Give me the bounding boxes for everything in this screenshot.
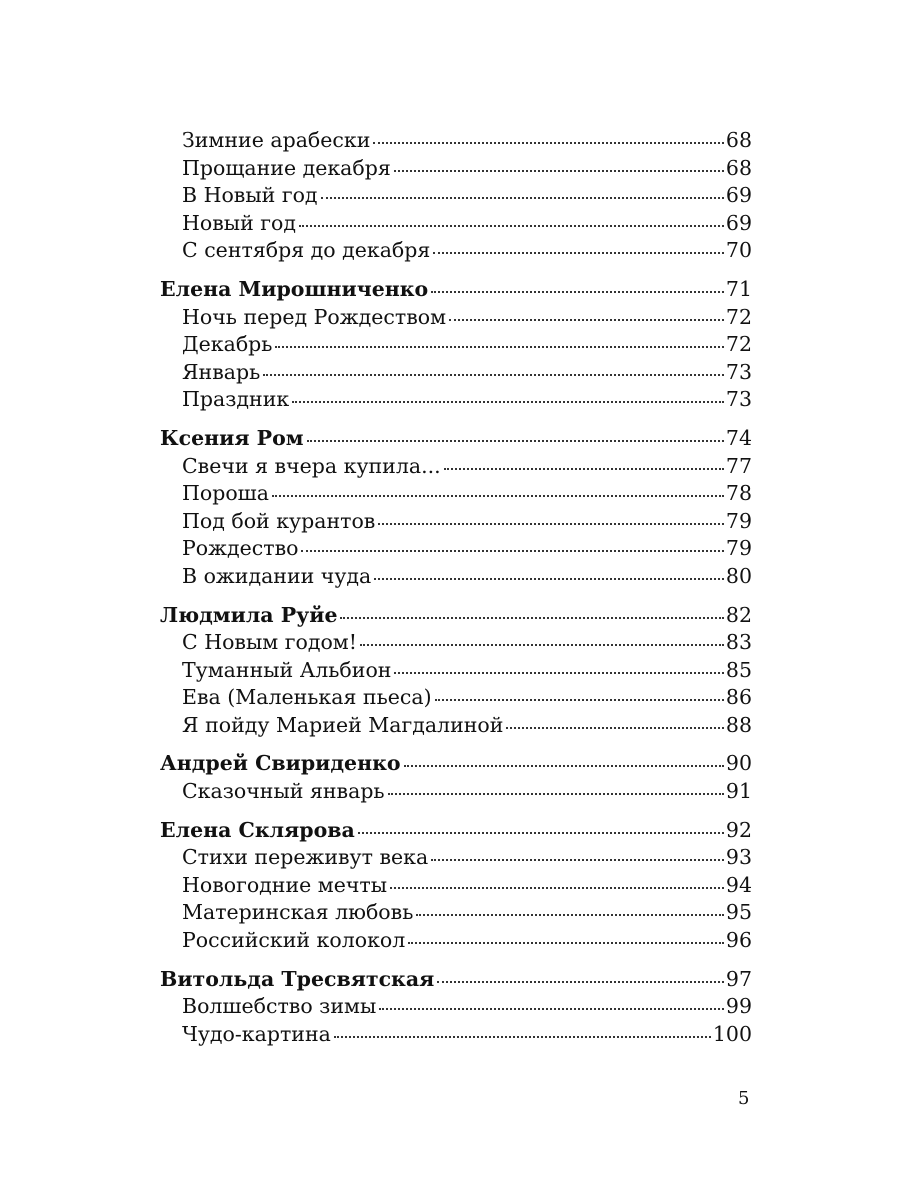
toc-entry-title: Чудо-картина xyxy=(182,1021,331,1046)
toc-entry xyxy=(160,712,752,740)
toc-page-number: 90 xyxy=(725,751,752,776)
toc-entry-title: Рождество xyxy=(182,536,299,561)
dot-leader xyxy=(431,859,724,861)
toc-entry-title: Прощание декабря xyxy=(182,155,391,180)
dot-leader xyxy=(416,914,724,916)
toc-entry-title: С Новым годом! xyxy=(182,630,357,655)
toc-entry xyxy=(160,237,752,265)
toc-author-entry xyxy=(160,425,752,453)
toc-entry-title: Новый год xyxy=(182,210,296,235)
dot-leader xyxy=(263,374,724,376)
dot-leader xyxy=(506,727,724,729)
dot-leader xyxy=(272,495,724,497)
toc-page-number: 72 xyxy=(725,332,752,357)
dot-leader xyxy=(301,550,723,552)
table-of-contents xyxy=(160,127,752,1048)
toc-page-number: 86 xyxy=(725,685,752,710)
toc-author-name: Елена Склярова xyxy=(160,817,355,842)
toc-entry xyxy=(160,386,752,414)
dot-leader xyxy=(437,981,724,983)
toc-entry-title: Стихи переживут века xyxy=(182,845,429,870)
toc-page-number: 68 xyxy=(725,128,752,152)
toc-entry-title: Под бой курантов xyxy=(182,508,376,533)
dot-leader xyxy=(292,401,724,403)
toc-entry-title: В ожидании чуда xyxy=(182,563,372,588)
toc-entry-title: В Новый год xyxy=(182,183,318,208)
toc-entry xyxy=(160,927,752,955)
toc-author-name: Ксения Ром xyxy=(160,425,304,450)
toc-page-number: 83 xyxy=(725,630,752,655)
toc-page-number: 82 xyxy=(725,602,752,627)
toc-entry xyxy=(160,684,752,712)
toc-page-number: 97 xyxy=(725,966,752,991)
toc-page-number: 68 xyxy=(725,155,752,180)
toc-page-number: 99 xyxy=(725,994,752,1019)
toc-entry xyxy=(160,155,752,183)
toc-entry xyxy=(160,304,752,332)
dot-leader xyxy=(390,887,724,889)
dot-leader xyxy=(307,440,724,442)
toc-entry xyxy=(160,778,752,806)
toc-entry xyxy=(160,872,752,900)
toc-author-entry xyxy=(160,966,752,994)
dot-leader xyxy=(334,1036,711,1038)
dot-leader xyxy=(275,346,723,348)
toc-entry xyxy=(160,331,752,359)
dot-leader xyxy=(374,578,724,580)
dot-leader xyxy=(433,252,724,254)
toc-page-number: 100 xyxy=(712,1021,752,1046)
dot-leader xyxy=(404,765,724,767)
toc-entry xyxy=(160,127,752,155)
toc-entry-title: Материнская любовь xyxy=(182,900,414,925)
dot-leader xyxy=(388,793,724,795)
toc-page-number: 77 xyxy=(725,453,752,478)
dot-leader xyxy=(394,672,723,674)
toc-entry xyxy=(160,210,752,238)
dot-leader xyxy=(379,1008,724,1010)
toc-page-number: 96 xyxy=(725,928,752,953)
toc-entry-title: Новогодние мечты xyxy=(182,872,388,897)
toc-entry xyxy=(160,359,752,387)
toc-entry-title: Ева (Маленькая пьеса) xyxy=(182,685,432,710)
dot-leader xyxy=(408,942,724,944)
toc-page-number: 88 xyxy=(725,712,752,737)
toc-page-number: 94 xyxy=(725,872,752,897)
toc-author-name: Витольда Тресвятская xyxy=(160,966,435,991)
toc-page-number: 73 xyxy=(725,387,752,412)
toc-entry xyxy=(160,182,752,210)
toc-author-entry xyxy=(160,750,752,778)
toc-page-number: 78 xyxy=(725,481,752,506)
page-number: 5 xyxy=(738,1088,750,1109)
toc-entry-title: Туманный Альбион xyxy=(182,657,392,682)
dot-leader xyxy=(378,523,724,525)
toc-entry-title: Сказочный январь xyxy=(182,779,385,804)
toc-entry xyxy=(160,899,752,927)
toc-entry-title: Праздник xyxy=(182,387,290,412)
toc-entry xyxy=(160,844,752,872)
toc-entry-title: Декабрь xyxy=(182,332,273,357)
toc-entry-title: Я пойду Марией Магдалиной xyxy=(182,712,504,737)
toc-entry xyxy=(160,453,752,481)
toc-entry xyxy=(160,480,752,508)
toc-page-number: 92 xyxy=(725,817,752,842)
toc-author-entry xyxy=(160,817,752,845)
toc-author-entry xyxy=(160,276,752,304)
dot-leader xyxy=(321,197,724,199)
toc-page-number: 74 xyxy=(725,425,752,450)
toc-entry xyxy=(160,563,752,591)
toc-entry xyxy=(160,535,752,563)
dot-leader xyxy=(360,644,724,646)
toc-entry xyxy=(160,993,752,1021)
dot-leader xyxy=(449,319,724,321)
toc-entry xyxy=(160,508,752,536)
toc-page-number: 71 xyxy=(725,276,752,301)
dot-leader xyxy=(373,142,724,144)
toc-entry-title: Зимние арабески xyxy=(182,128,371,152)
toc-page-number: 85 xyxy=(725,657,752,682)
toc-entry-title: Пороша xyxy=(182,481,269,506)
dot-leader xyxy=(444,468,724,470)
toc-entry xyxy=(160,629,752,657)
toc-author-entry xyxy=(160,602,752,630)
toc-entry-title: Российский колокол xyxy=(182,928,406,953)
toc-entry-title: Январь xyxy=(182,359,261,384)
toc-author-name: Елена Мирошниченко xyxy=(160,276,429,301)
toc-page-number: 70 xyxy=(725,238,752,263)
toc-page-number: 80 xyxy=(725,563,752,588)
toc-entry-title: С сентября до декабря xyxy=(182,238,431,263)
dot-leader xyxy=(299,225,724,227)
toc-entry-title: Свечи я вчера купила... xyxy=(182,453,441,478)
dot-leader xyxy=(358,832,724,834)
toc-page-number: 93 xyxy=(725,845,752,870)
toc-page-number: 69 xyxy=(725,183,752,208)
toc-page-number: 95 xyxy=(725,900,752,925)
toc-page-number: 91 xyxy=(725,779,752,804)
toc-entry xyxy=(160,1021,752,1049)
dot-leader xyxy=(431,291,724,293)
toc-page-number: 79 xyxy=(725,508,752,533)
toc-page-number: 72 xyxy=(725,304,752,329)
toc-author-name: Андрей Свириденко xyxy=(160,751,401,776)
toc-entry-title: Ночь перед Рождеством xyxy=(182,304,447,329)
dot-leader xyxy=(340,617,723,619)
toc-page-number: 69 xyxy=(725,210,752,235)
dot-leader xyxy=(394,170,724,172)
toc-page-number: 79 xyxy=(725,536,752,561)
toc-entry xyxy=(160,657,752,685)
toc-entry-title: Волшебство зимы xyxy=(182,994,377,1019)
toc-page-number: 73 xyxy=(725,359,752,384)
toc-author-name: Людмила Руйе xyxy=(160,602,338,627)
dot-leader xyxy=(435,699,724,701)
